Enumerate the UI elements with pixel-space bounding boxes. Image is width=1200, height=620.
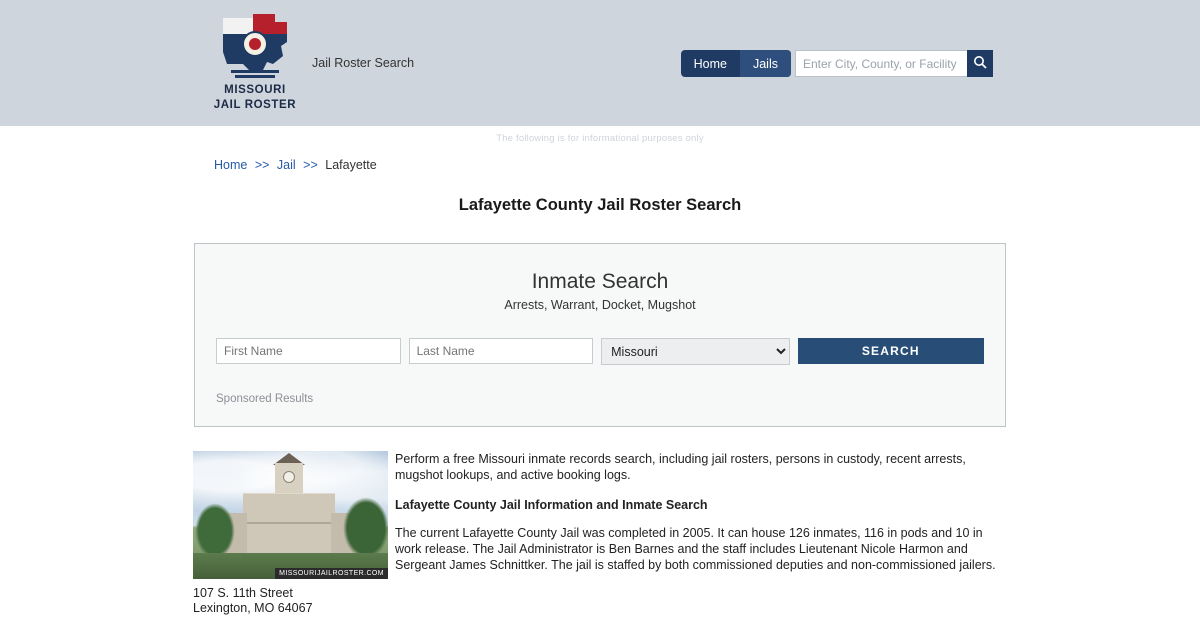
- nav-item-jails[interactable]: Jails: [740, 50, 791, 77]
- jail-address: [193, 586, 388, 616]
- first-name-input[interactable]: [216, 338, 401, 364]
- section-heading: Lafayette County Jail Information and Inmate Search: [395, 498, 708, 512]
- clock-icon: [283, 471, 295, 483]
- breadcrumb-item-current: Lafayette: [325, 158, 377, 172]
- header-search-button[interactable]: [967, 50, 993, 77]
- intro-paragraph: Perform a free Missouri inmate records search, including jail rosters, persons in custody, recent arrests, mugshot lookups, and active booking logs.: [395, 452, 966, 482]
- search-icon: [973, 55, 987, 72]
- photo-watermark: MISSOURIJAILROSTER.COM: [275, 568, 388, 579]
- state-select[interactable]: [601, 338, 789, 365]
- inmate-search-panel: [194, 243, 1006, 427]
- main-nav: [681, 50, 791, 77]
- breadcrumb-separator: >>: [303, 158, 318, 172]
- jail-photo-column: [193, 451, 388, 616]
- panel-title: Inmate Search: [531, 270, 669, 293]
- jail-photo: [193, 451, 388, 579]
- body-paragraph: The current Lafayette County Jail was completed in 2005. It can house 126 inmates, 116 in pods and 10 in work release. The Jail Administrator is Ben Barnes and the staff includes Lieutenant Nicole Harmon and Sergeant James Schnittker. The jail is staffed by both commissioned deputies and non-commissioned jailers.: [395, 526, 996, 572]
- search-button[interactable]: SEARCH: [798, 338, 984, 364]
- missouri-state-icon: [213, 12, 297, 82]
- jail-info-section: [0, 451, 1200, 616]
- tree-left: [195, 503, 235, 559]
- last-name-input[interactable]: [409, 338, 594, 364]
- site-header: [0, 0, 1200, 126]
- breadcrumb-item-home[interactable]: Home: [214, 158, 248, 172]
- header-search: [795, 50, 993, 77]
- sponsored-results-label: Sponsored Results: [216, 393, 314, 405]
- site-logo[interactable]: [210, 12, 300, 112]
- nav-item-home[interactable]: Home: [693, 56, 727, 71]
- jail-info-text: [395, 451, 1005, 616]
- site-tagline: Jail Roster Search: [312, 56, 415, 70]
- brand-name-line2: JAIL ROSTER: [213, 99, 297, 111]
- address-line-2: Lexington, MO 64067: [193, 601, 313, 615]
- panel-subtitle: Arrests, Warrant, Docket, Mugshot: [504, 298, 696, 312]
- page-title: Lafayette County Jail Roster Search: [458, 196, 742, 214]
- courthouse-building: [243, 493, 335, 555]
- breadcrumb-item-jail[interactable]: Jail: [276, 158, 296, 172]
- address-line-1: 107 S. 11th Street: [193, 586, 293, 600]
- brand-name-line1: MISSOURI: [224, 84, 286, 96]
- tree-right: [343, 497, 388, 559]
- breadcrumb: [0, 158, 1200, 172]
- inmate-search-form: [213, 338, 987, 365]
- header-search-input[interactable]: [795, 50, 967, 77]
- informational-notice: The following is for informational purposes only: [496, 133, 704, 144]
- breadcrumb-separator: >>: [254, 158, 270, 172]
